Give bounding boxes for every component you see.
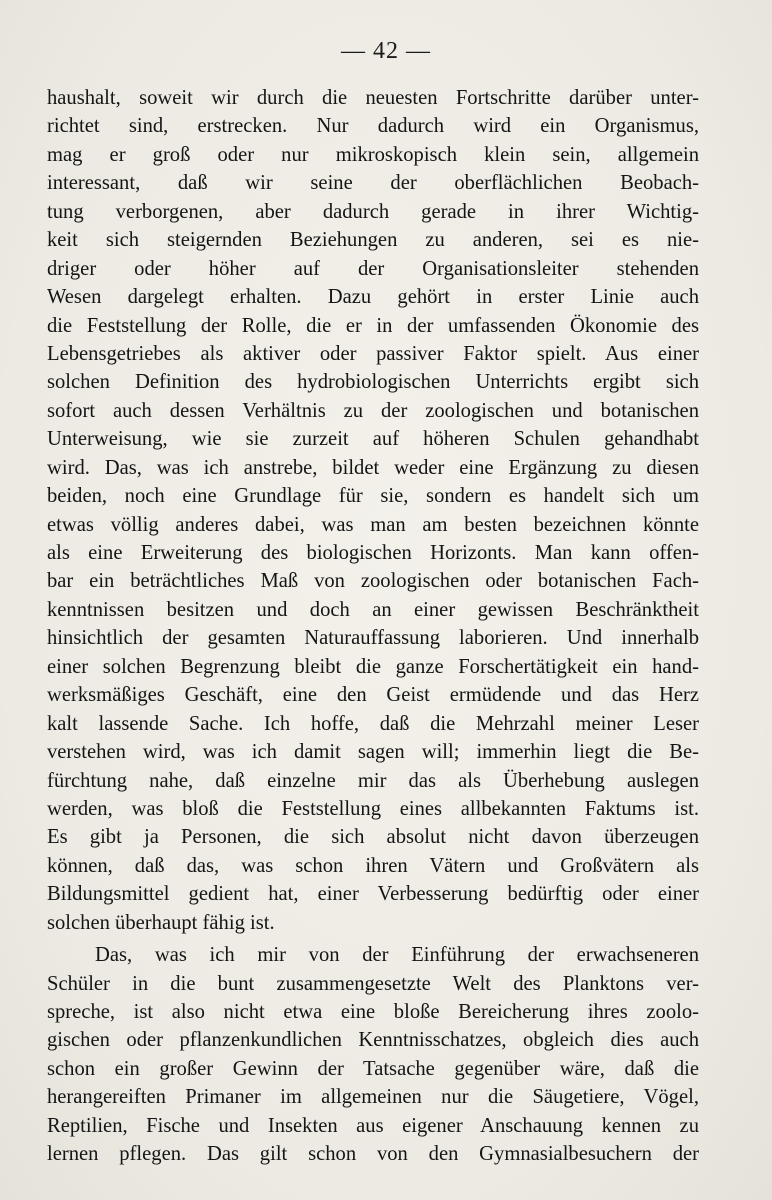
paragraph — [47, 941, 699, 1169]
text-line: lernen pflegen. Das gilt schon von den Gymnasialbesuchern der — [47, 1143, 699, 1166]
text-line: solchen überhaupt fähig ist. — [47, 911, 275, 934]
text-line: kalt lassende Sache. Ich hoffe, daß die Mehrzahl meiner Leser — [47, 712, 699, 735]
text-line: mag er groß oder nur mikroskopisch klein sein, allgemein — [47, 143, 699, 166]
text-line: einer solchen Begrenzung bleibt die ganze Forschertätigkeit ein hand- — [47, 655, 699, 678]
text-line: etwas völlig anderes dabei, was man am besten bezeichnen könnte — [47, 513, 699, 536]
text-line: hinsichtlich der gesamten Naturauffassung laborieren. Und innerhalb — [47, 627, 699, 650]
text-line: driger oder höher auf der Organisationsleiter stehenden — [47, 257, 699, 280]
text-line: können, daß das, was schon ihren Vätern und Großvätern als — [47, 854, 699, 877]
text-line: fürchtung nahe, daß einzelne mir das als Überhebung auslegen — [47, 769, 699, 792]
text-line: sofort auch dessen Verhältnis zu der zoologischen und botanischen — [47, 399, 699, 422]
page-number: — 42 — — [341, 38, 431, 64]
text-line: keit sich steigernden Beziehungen zu anderen, sei es nie- — [47, 229, 699, 252]
text-line: bar ein beträchtliches Maß von zoologischen oder botanischen Fach- — [47, 570, 699, 593]
text-line: haushalt, soweit wir durch die neuesten Fortschritte darüber unter- — [47, 87, 699, 109]
text-line: schon ein großer Gewinn der Tatsache gegenüber wäre, daß die — [47, 1057, 699, 1080]
text-line: Bildungsmittel gedient hat, einer Verbesserung bedürftig oder einer — [47, 883, 699, 906]
paragraph — [47, 84, 699, 937]
text-line: Reptilien, Fische und Insekten aus eigener Anschauung kennen zu — [47, 1114, 699, 1137]
text-line: gischen oder pflanzenkundlichen Kenntnisschatzes, obgleich dies auch — [47, 1029, 699, 1052]
text-line: die Feststellung der Rolle, die er in der umfassenden Ökonomie des — [47, 314, 699, 337]
text-line: tung verborgenen, aber dadurch gerade in ihrer Wichtig- — [47, 200, 699, 223]
body-text — [47, 84, 699, 1169]
text-line: Wesen dargelegt erhalten. Dazu gehört in erster Linie auch — [47, 286, 699, 309]
text-line: solchen Definition des hydrobiologischen Unterrichts ergibt sich — [47, 371, 699, 394]
text-line: Schüler in die bunt zusammengesetzte Welt des Planktons ver- — [47, 972, 699, 995]
text-line: spreche, ist also nicht etwa eine bloße Bereicherung ihres zoolo- — [47, 1001, 699, 1023]
text-line: Es gibt ja Personen, die sich absolut nicht davon überzeugen — [47, 826, 699, 849]
text-line: beiden, noch eine Grundlage für sie, sondern es handelt sich um — [47, 485, 699, 508]
text-line: richtet sind, erstrecken. Nur dadurch wird ein Organismus, — [47, 115, 699, 138]
text-line: Unterweisung, wie sie zurzeit auf höheren Schulen gehandhabt — [47, 428, 699, 451]
text-line: als eine Erweiterung des biologischen Horizonts. Man kann offen- — [47, 542, 699, 564]
text-line: Lebensgetriebes als aktiver oder passiver Faktor spielt. Aus einer — [47, 342, 699, 365]
text-line: herangereiften Primaner im allgemeinen nur die Säugetiere, Vögel, — [47, 1086, 699, 1109]
text-line: wird. Das, was ich anstrebe, bildet weder eine Ergänzung zu diesen — [47, 456, 699, 479]
text-line: interessant, daß wir seine der oberflächlichen Beobach- — [47, 172, 699, 195]
text-line: werden, was bloß die Feststellung eines allbekannten Faktums ist. — [47, 797, 699, 820]
text-line: kenntnissen besitzen und doch an einer gewissen Beschränktheit — [47, 598, 699, 621]
text-line: werksmäßiges Geschäft, eine den Geist ermüdende und das Herz — [47, 684, 699, 707]
text-line: verstehen wird, was ich damit sagen will; immerhin liegt die Be- — [47, 741, 699, 764]
text-line: Das, was ich mir von der Einführung der erwachseneren — [95, 944, 699, 967]
